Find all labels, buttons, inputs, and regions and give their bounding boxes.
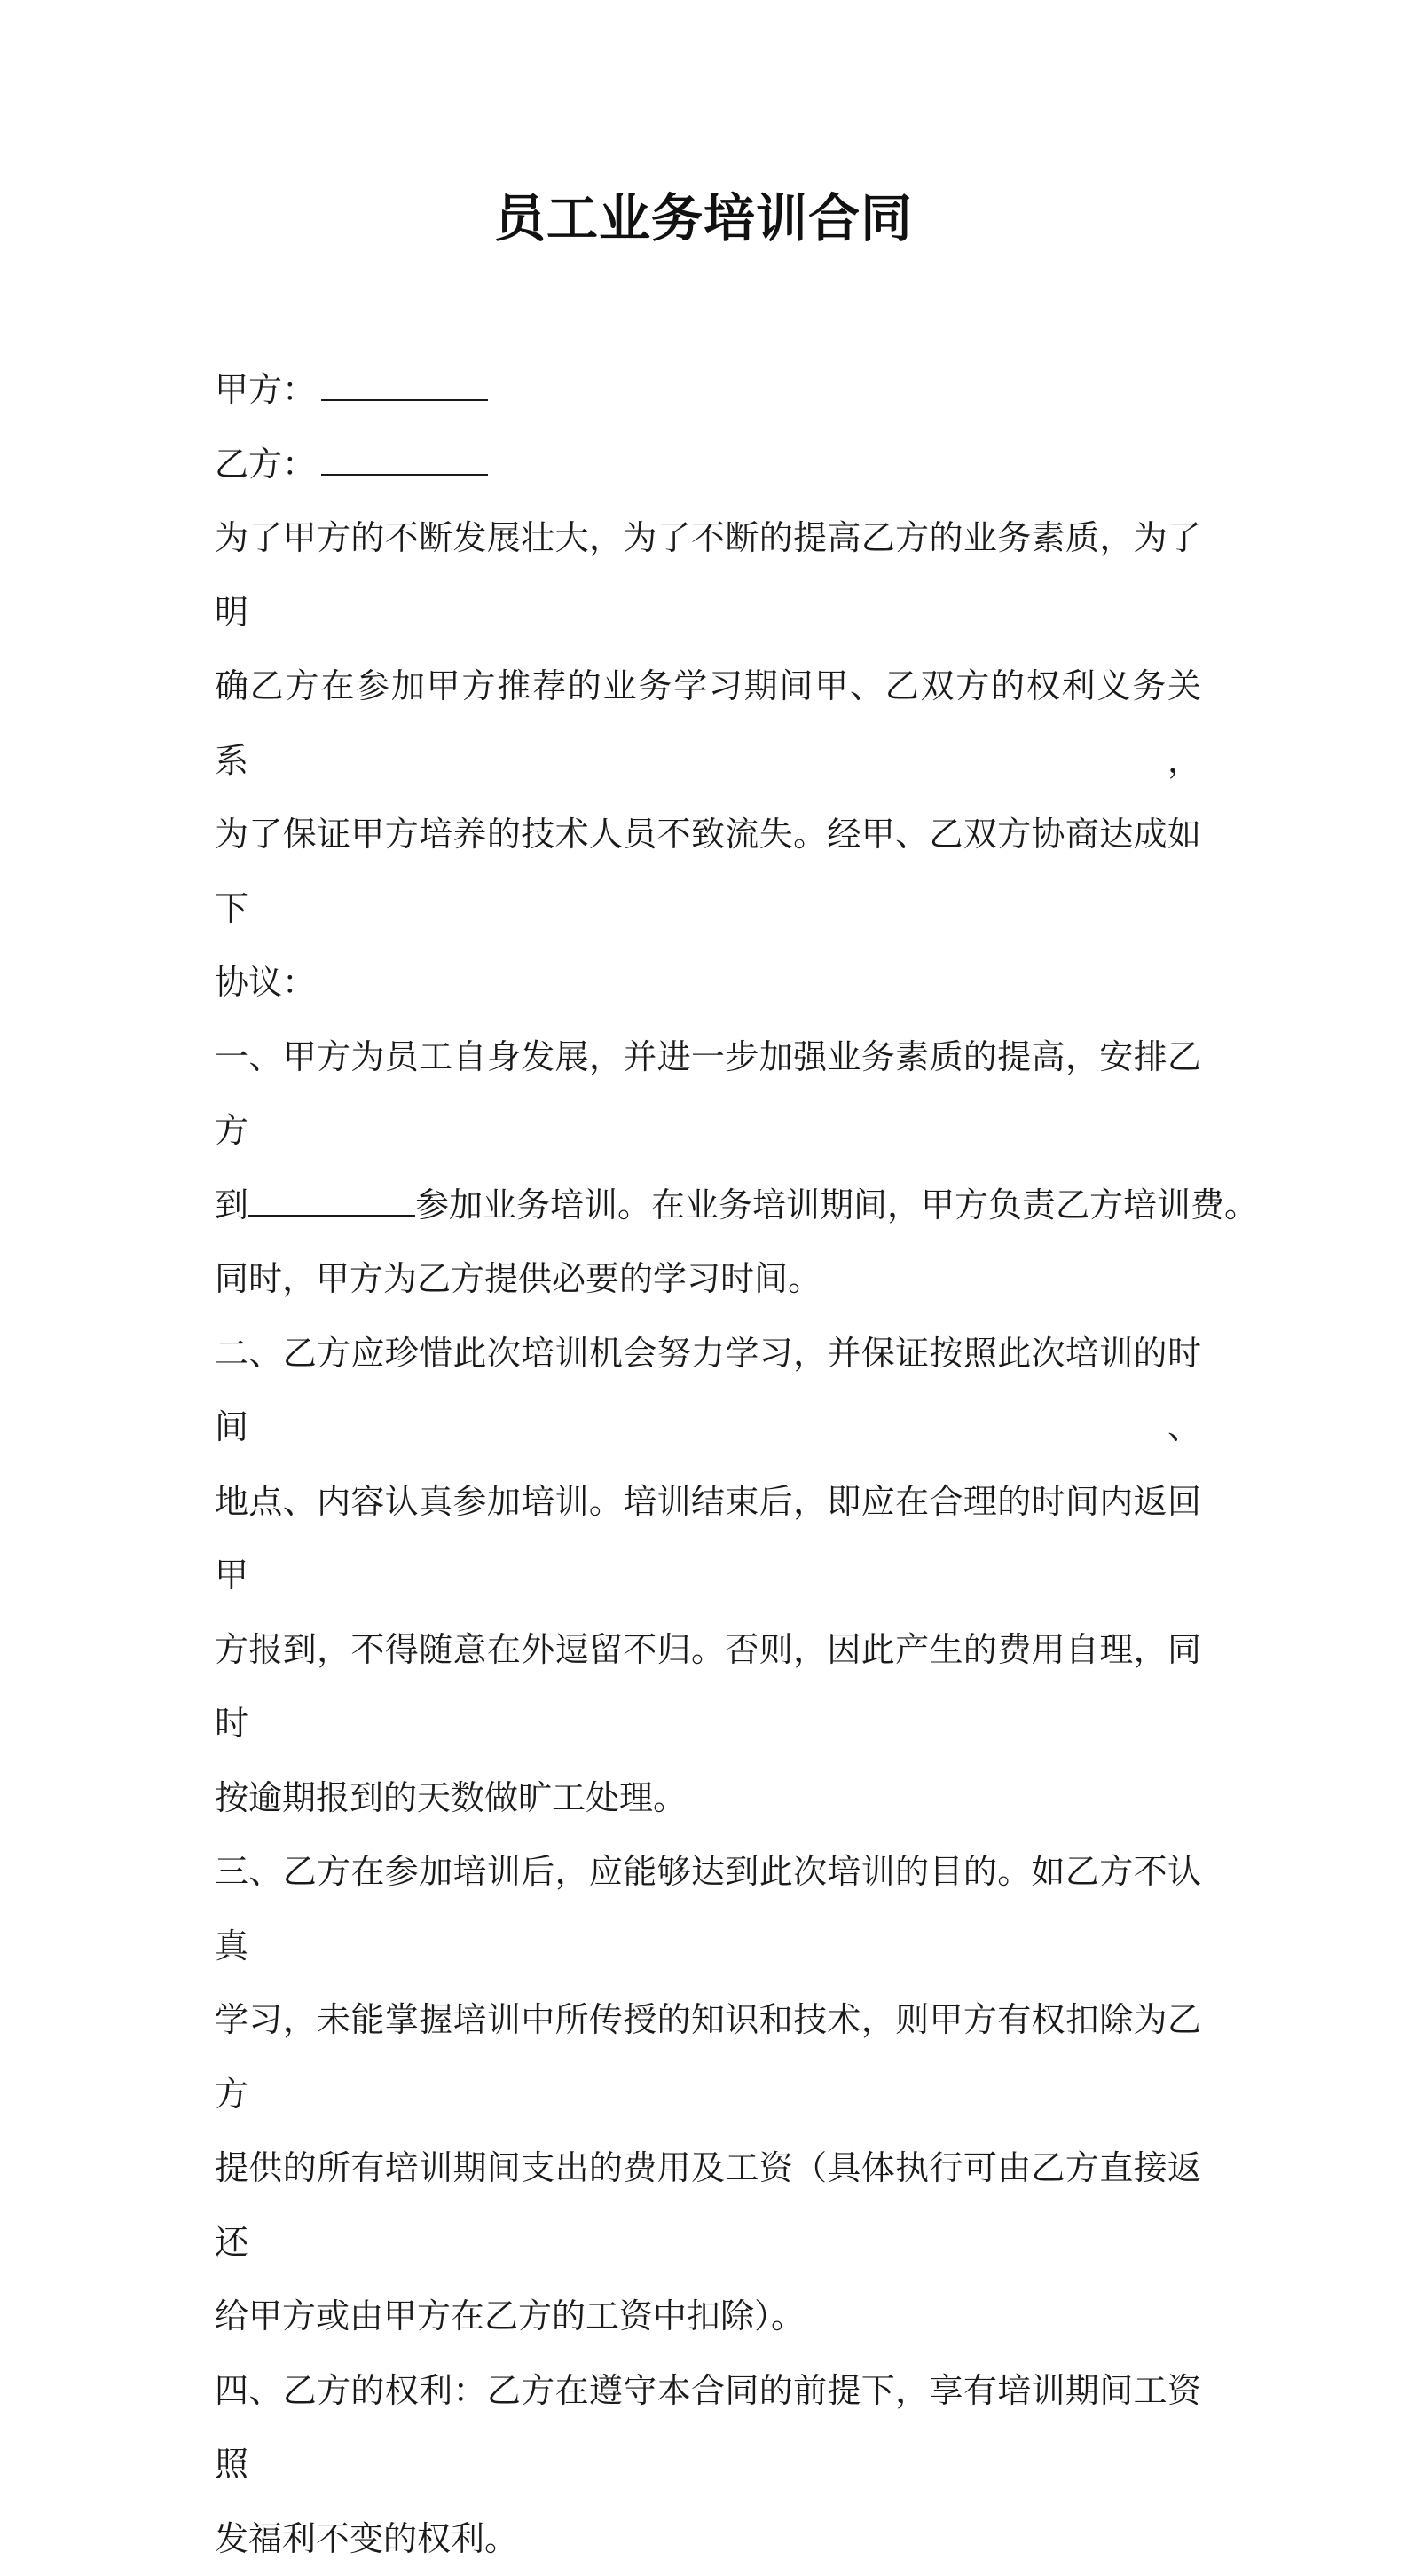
party-b-line	[215, 428, 1201, 502]
training-location-blank	[248, 1188, 415, 1217]
clause-4-line: 发福利不变的权利。	[215, 2502, 1201, 2576]
clause-3-line: 提供的所有培训期间支出的费用及工资（具体执行可由乙方直接返还	[215, 2131, 1201, 2280]
intro-line: 协议：	[215, 946, 1201, 1020]
party-a-line	[215, 353, 1201, 428]
intro-line: 确乙方在参加甲方推荐的业务学习期间甲、乙双方的权利义务关系，	[215, 650, 1201, 798]
clause-1-suffix: 参加业务培训。在业务培训期间，甲方负责乙方培训费。	[415, 1186, 1258, 1225]
intro-line: 为了保证甲方培养的技术人员不致流失。经甲、乙双方协商达成如下	[215, 798, 1201, 946]
party-a-label: 甲方：	[215, 370, 316, 409]
clause-2-line: 地点、内容认真参加培训。培训结束后，即应在合理的时间内返回甲	[215, 1465, 1201, 1613]
clause-4-line: 四、乙方的权利：乙方在遵守本合同的前提下，享有培训期间工资照	[215, 2354, 1201, 2502]
clause-1-line: 同时，甲方为乙方提供必要的学习时间。	[215, 1242, 1201, 1317]
clause-1-line: 一、甲方为员工自身发展，并进一步加强业务素质的提高，安排乙方	[215, 1020, 1201, 1169]
contract-body	[215, 353, 1201, 2576]
clause-3-line: 三、乙方在参加培训后，应能够达到此次培训的目的。如乙方不认真	[215, 1835, 1201, 1983]
clause-1-line	[215, 1169, 1201, 1243]
party-b-label: 乙方：	[215, 445, 316, 484]
clause-3-line: 学习，未能掌握培训中所传授的知识和技术，则甲方有权扣除为乙方	[215, 1983, 1201, 2131]
party-b-blank	[321, 447, 488, 476]
party-a-blank	[321, 373, 488, 401]
clause-2-line: 二、乙方应珍惜此次培训机会努力学习，并保证按照此次培训的时间、	[215, 1317, 1201, 1465]
intro-line: 为了甲方的不断发展壮大，为了不断的提高乙方的业务素质，为了明	[215, 501, 1201, 650]
clause-2-line: 方报到，不得随意在外逗留不归。否则，因此产生的费用自理，同时	[215, 1613, 1201, 1761]
clause-2-line: 按逾期报到的天数做旷工处理。	[215, 1761, 1201, 1836]
clause-3-line: 给甲方或由甲方在乙方的工资中扣除）。	[215, 2280, 1201, 2354]
clause-1-prefix: 到	[215, 1186, 248, 1225]
document-title: 员工业务培训合同	[0, 183, 1407, 254]
